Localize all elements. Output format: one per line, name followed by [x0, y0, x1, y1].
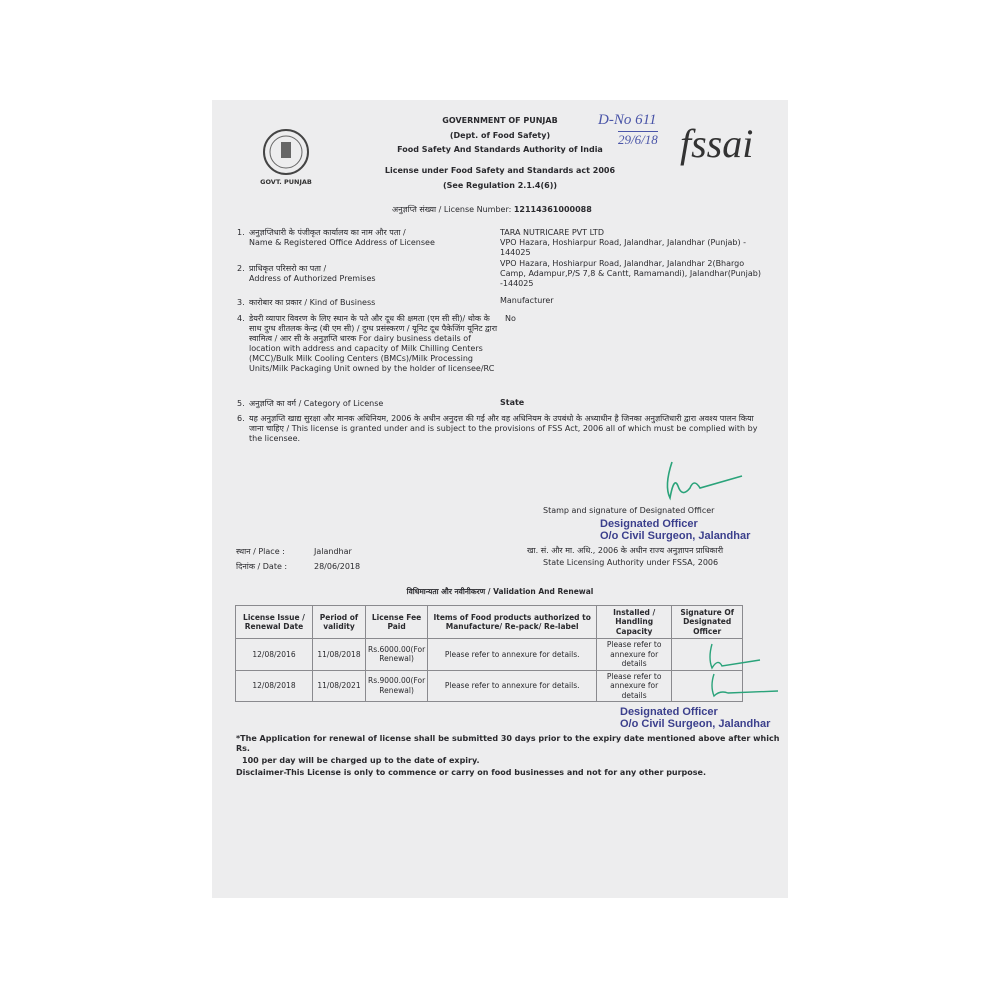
col-fee: License Fee Paid: [366, 606, 428, 639]
punjab-emblem-icon: [258, 126, 314, 178]
cell: Please refer to annexure for details.: [428, 670, 597, 702]
col-capacity: Installed / Handling Capacity: [597, 606, 672, 639]
premises-address: VPO Hazara, Hoshiarpur Road, Jalandhar, Jalandhar 2(Bhargo Camp, Adampur,P/S 7,8 & Cantt, Ramamandi), Jalandhar(Punjab) -144025: [500, 259, 761, 288]
field-2-label-en: Address of Authorized Premises: [249, 274, 376, 283]
field-5-label: अनुज्ञप्ति का वर्ग / Category of License: [249, 399, 384, 408]
emblem-text: GOVT. PUNJAB: [260, 178, 312, 186]
date-value: 28/06/2018: [314, 562, 361, 571]
field-2-label-hi: प्राधिकृत परिसरो का पता /: [249, 264, 327, 273]
field-3-label: कारोबार का प्रकार / Kind of Business: [249, 298, 376, 307]
field-4-num: 4.: [237, 314, 245, 323]
hindi-authority: खा. सं. और मा. अधि., 2006 के अधीन राज्य अनुज्ञापन प्राधिकारी: [527, 546, 724, 555]
field-6-text: यह अनुज्ञप्ति खाद्य सुरक्षा और मानक अधिनियम, 2006 के अधीन अनुदत्त की गई और वह अधिनियम के उपबंधो के अध्याधीन है जिनका अनुज्ञप्तिधारी द्वारा अवश्य पालन किया जाना चाहिए / This license is granted under and is subject to the provisions of FSS Act, 2006 all of which must be complied with by the licensee.: [249, 414, 758, 443]
table-signature-icon: [700, 640, 780, 702]
handwritten-date: 29/6/18: [618, 132, 658, 147]
fssai-logo: fssai: [680, 121, 754, 166]
licensee-name: TARA NUTRICARE PVT LTD: [500, 228, 604, 237]
kind-of-business: Manufacturer: [500, 296, 554, 305]
cell: Please refer to annexure for details.: [428, 639, 597, 671]
license-category: State: [500, 398, 525, 407]
col-issue-date: License Issue / Renewal Date: [236, 606, 313, 639]
field-6-num: 6.: [237, 414, 245, 423]
place-label: स्थान / Place :: [236, 547, 285, 556]
officer-signature-icon: [660, 458, 745, 504]
place-value: Jalandhar: [314, 547, 352, 556]
date-label: दिनांक / Date :: [236, 562, 288, 571]
stamp-line-1: Designated Officer: [600, 518, 698, 530]
stamp-signature-label: Stamp and signature of Designated Officer: [543, 506, 715, 515]
cell: 12/08/2016: [236, 639, 313, 671]
validation-title: विधिमान्यता और नवीनीकरण / Validation And Renewal: [406, 587, 594, 596]
gov-title: GOVERNMENT OF PUNJAB: [442, 116, 558, 125]
license-number-row: [392, 205, 592, 215]
authority-title: Food Safety And Standards Authority of India: [397, 145, 603, 154]
cell: 11/08/2018: [313, 639, 366, 671]
dept-title: (Dept. of Food Safety): [449, 131, 551, 140]
col-items: Items of Food products authorized to Manufacture/ Re-pack/ Re-label: [428, 606, 597, 639]
validation-table: [235, 605, 743, 702]
license-number: 12114361000088: [513, 205, 592, 214]
dairy-business: No: [505, 314, 516, 323]
cell: 12/08/2018: [236, 670, 313, 702]
field-3-num: 3.: [237, 298, 245, 307]
field-1-num: 1.: [237, 228, 245, 237]
cell: Rs.6000.00(For Renewal): [366, 639, 428, 671]
table-header-row: [236, 606, 743, 639]
cell: Rs.9000.00(For Renewal): [366, 670, 428, 702]
col-signature: Signature Of Designated Officer: [672, 606, 743, 639]
field-1-label-en: Name & Registered Office Address of Licensee: [249, 238, 435, 247]
renewal-note: *The Application for renewal of license shall be submitted 30 days prior to the expiry date mentioned above after which Rs.: [236, 734, 780, 753]
renewal-charge-note: 100 per day will be charged up to the date of expiry.: [242, 756, 480, 765]
license-label: अनुज्ञप्ति संख्या / License Number:: [392, 205, 512, 214]
license-under: License under Food Safety and Standards act 2006: [384, 166, 616, 175]
cell: Please refer to annexure for details: [597, 639, 672, 671]
cell: 11/08/2021: [313, 670, 366, 702]
field-4-label: डेयरी व्यापार विवरण के लिए स्थान के पते और दूध की क्षमता (एम सी सी)/ थोक के साथ दुग्ध शीतलक केन्द्र (बी एम सी) / दुग्ध प्रसंस्करण / यूनिट दूध पैकेजिंग यूनिट द्वारा स्वामित्व / आर सी के अनुज्ञप्ति धारक For dairy business details of location with address and capacity of Milk Chilling Centers (MCC)/Bulk Milk Cooling Centers (BMCs)/Milk Processing Units/Milk Packaging Unit owned by the holder of licensee/RC: [249, 314, 498, 373]
field-1-label-hi: अनुज्ञप्तिधारी के पंजीकृत कार्यालय का नाम और पता /: [249, 228, 406, 237]
field-5-num: 5.: [237, 399, 245, 408]
field-2-num: 2.: [237, 264, 245, 273]
col-validity: Period of validity: [313, 606, 366, 639]
state-authority: State Licensing Authority under FSSA, 2006: [543, 558, 719, 567]
licensee-address: VPO Hazara, Hoshiarpur Road, Jalandhar, Jalandhar (Punjab) - 144025: [500, 238, 747, 257]
table-row: [236, 670, 743, 702]
table-stamp-line-1: Designated Officer: [620, 706, 718, 718]
table-row: [236, 639, 743, 671]
disclaimer: Disclaimer-This License is only to commence or carry on food businesses and not for any other purpose.: [236, 768, 707, 777]
table-stamp-line-2: O/o Civil Surgeon, Jalandhar: [620, 718, 771, 730]
regulation: (See Regulation 2.1.4(6)): [442, 181, 558, 190]
handwritten-number: D-No 611: [598, 112, 657, 128]
stamp-line-2: O/o Civil Surgeon, Jalandhar: [600, 530, 751, 542]
cell: Please refer to annexure for details: [597, 670, 672, 702]
